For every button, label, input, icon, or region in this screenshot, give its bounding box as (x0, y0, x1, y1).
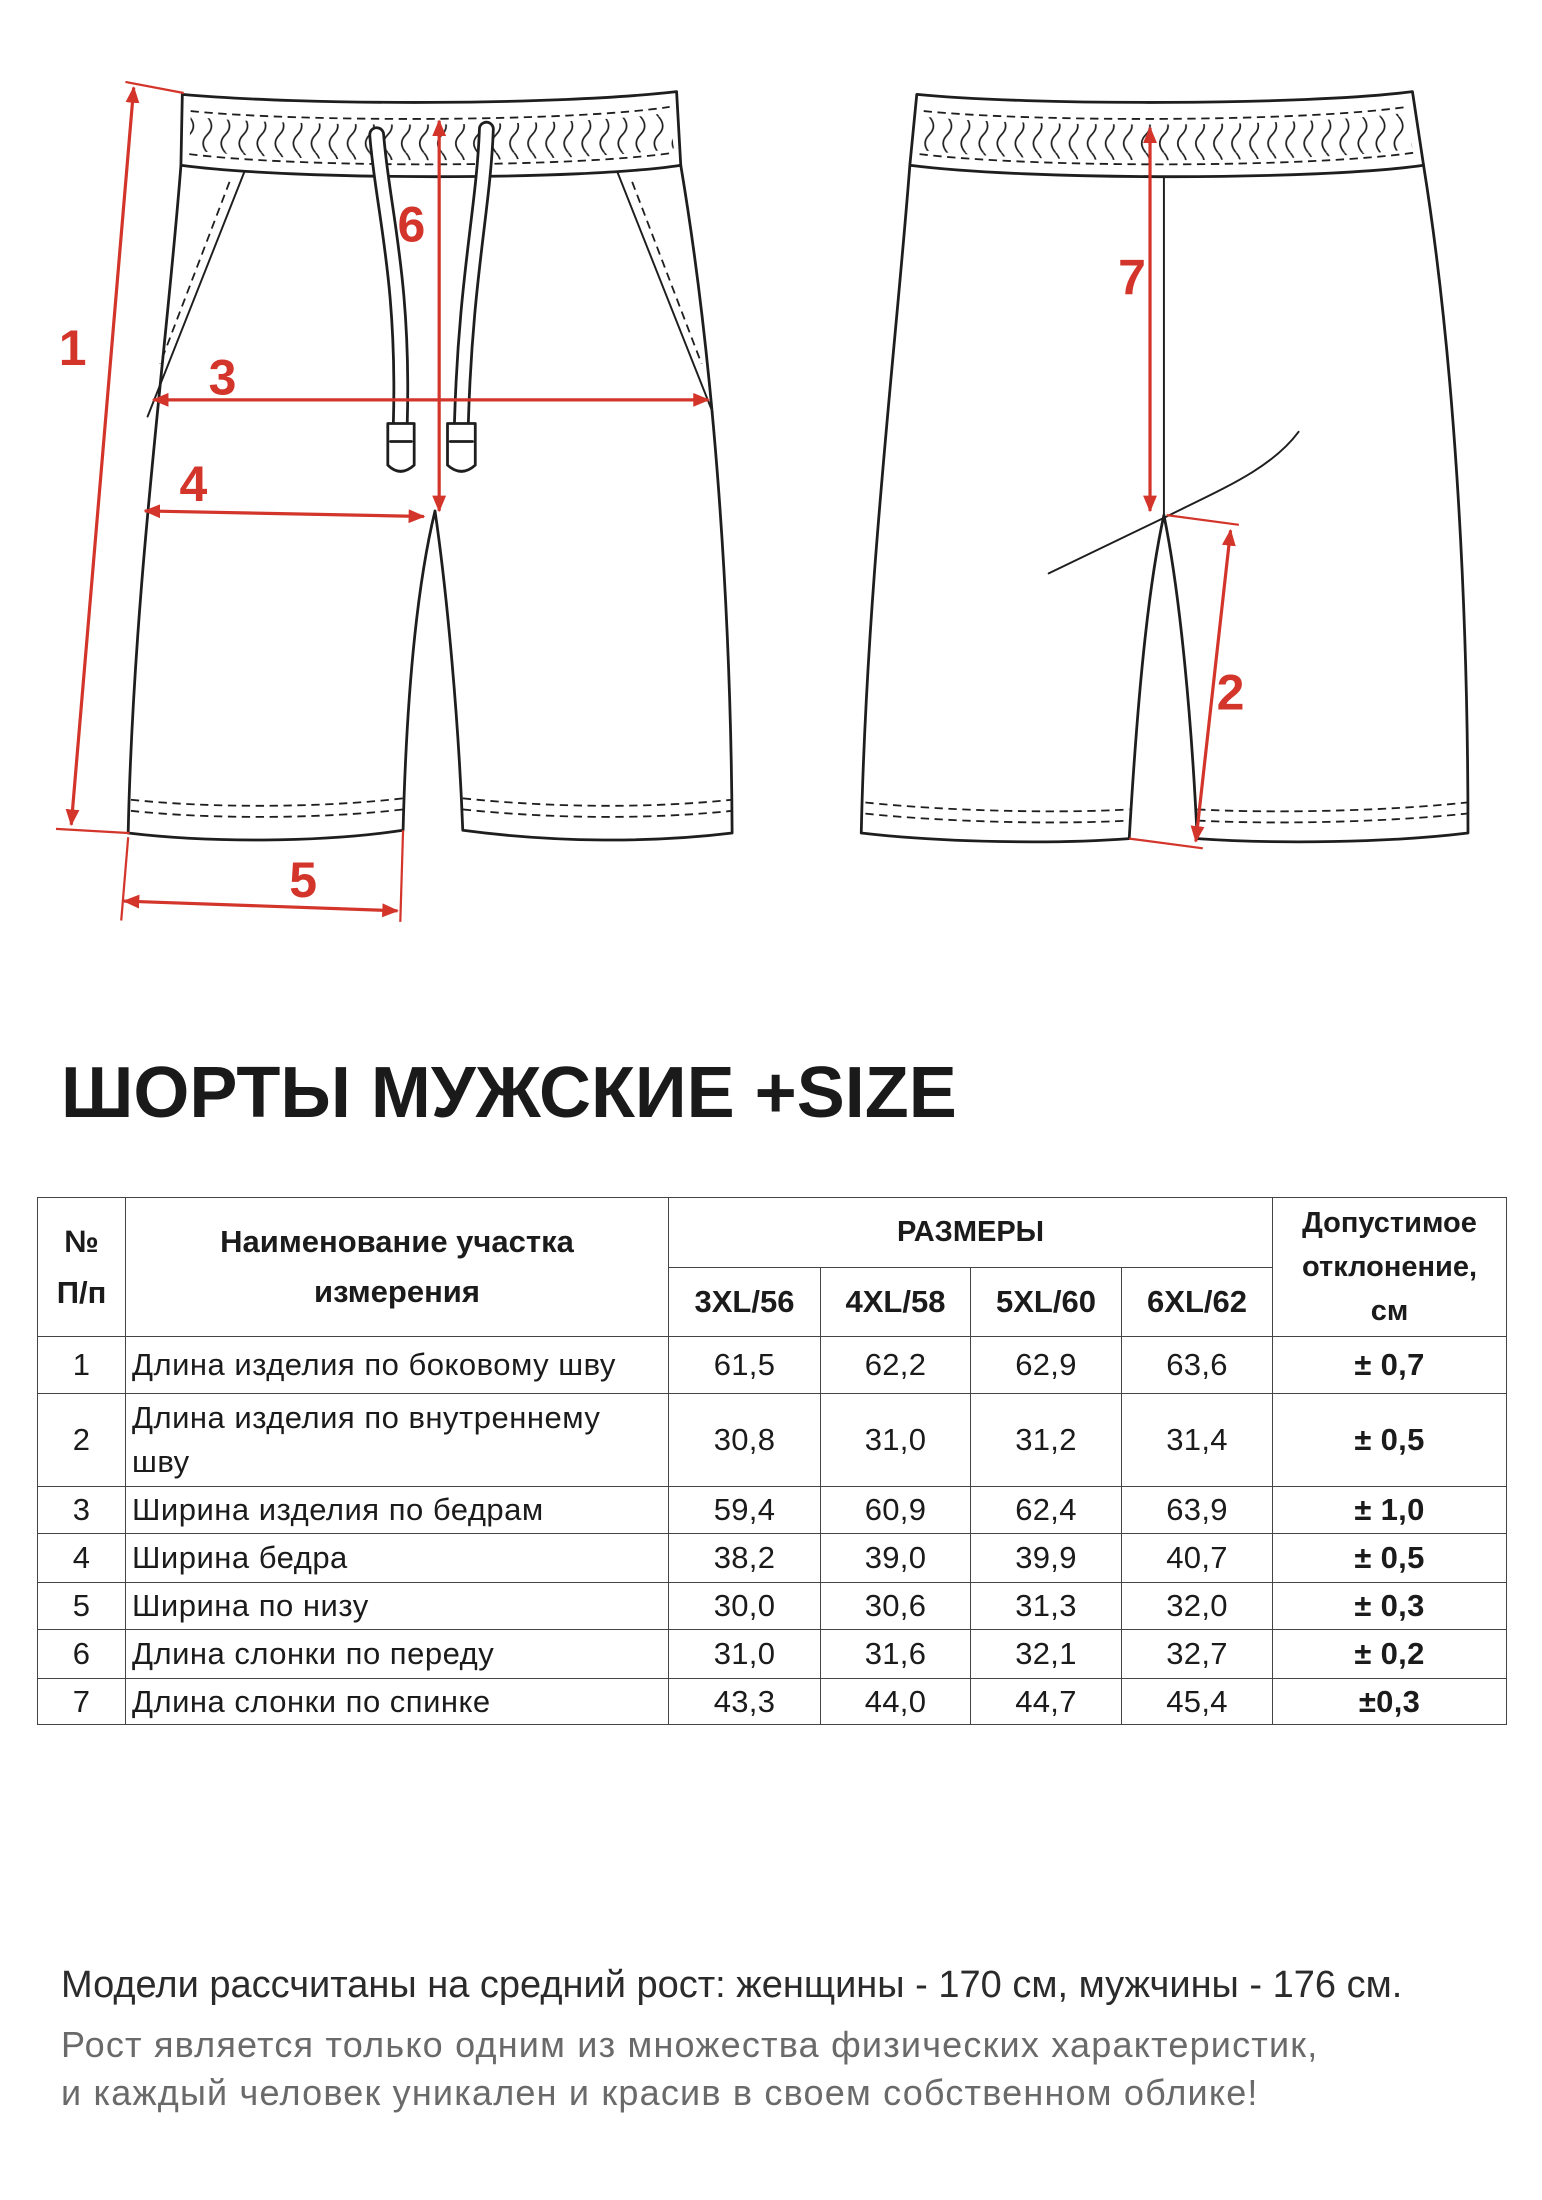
value-5xl: 62,9 (971, 1337, 1122, 1394)
value-5xl: 62,4 (971, 1487, 1122, 1534)
table-row (38, 1394, 1507, 1487)
measurement-arrow-5 (124, 901, 398, 911)
column-header-size-6xl: 6XL/62 (1122, 1268, 1273, 1337)
value-3xl: 30,8 (669, 1394, 821, 1487)
row-number: 6 (38, 1630, 126, 1679)
header-text: № (64, 1224, 99, 1259)
value-3xl: 38,2 (669, 1534, 821, 1583)
measurement-name: Ширина по низу (126, 1583, 669, 1630)
back-shorts (861, 92, 1468, 842)
measurement-name: Длина изделия по боковому шву (126, 1337, 669, 1394)
measurement-name: Ширина изделия по бедрам (126, 1487, 669, 1534)
size-chart-table (37, 1197, 1507, 1725)
column-header-tolerance (1273, 1198, 1507, 1337)
column-group-sizes: РАЗМЕРЫ (669, 1198, 1273, 1268)
column-header-number (38, 1198, 126, 1337)
value-6xl: 31,4 (1122, 1394, 1273, 1487)
table-row (38, 1337, 1507, 1394)
measurement-label-4: 4 (179, 456, 208, 513)
tolerance-value: ±0,3 (1273, 1679, 1507, 1725)
measurement-name: Длина изделия по внутреннему шву (126, 1394, 669, 1487)
header-text: см (1370, 1295, 1409, 1327)
measurement-2-extension-bottom (1129, 839, 1203, 849)
measurement-1-extension-bottom (56, 829, 130, 833)
value-5xl: 32,1 (971, 1630, 1122, 1679)
height-note: Модели рассчитаны на средний рост: женщины - 170 см, мужчины - 176 см. (61, 1964, 1403, 2006)
measurement-name: Длина слонки по спинке (126, 1679, 669, 1725)
measurement-label-6: 6 (397, 196, 426, 253)
table-row (38, 1534, 1507, 1583)
measurement-label-7: 7 (1118, 249, 1146, 306)
tolerance-value: ± 1,0 (1273, 1487, 1507, 1534)
value-4xl: 62,2 (821, 1337, 971, 1394)
column-header-size-4xl: 4XL/58 (821, 1268, 971, 1337)
measurement-label-3: 3 (208, 349, 237, 406)
column-header-name (126, 1198, 669, 1337)
value-6xl: 40,7 (1122, 1534, 1273, 1583)
value-5xl: 44,7 (971, 1679, 1122, 1725)
page-title: ШОРТЫ МУЖСКИЕ +SIZE (61, 1053, 957, 1133)
row-number: 5 (38, 1583, 126, 1630)
table-header-row (38, 1198, 1507, 1268)
header-text: измерения (314, 1274, 480, 1309)
measurement-label-1: 1 (58, 320, 87, 377)
measurement-5-extension-left (121, 837, 128, 920)
tolerance-value: ± 0,3 (1273, 1583, 1507, 1630)
header-text: Наименование участка (220, 1224, 574, 1259)
measurement-5-extension-right (400, 830, 403, 922)
front-drawstring-left-tip (388, 423, 414, 471)
tolerance-value: ± 0,7 (1273, 1337, 1507, 1394)
row-number: 7 (38, 1679, 126, 1725)
value-6xl: 32,0 (1122, 1583, 1273, 1630)
value-6xl: 32,7 (1122, 1630, 1273, 1679)
table-row (38, 1679, 1507, 1725)
value-6xl: 63,9 (1122, 1487, 1273, 1534)
header-text: Допустимое (1302, 1207, 1477, 1239)
front-shorts-body (128, 165, 732, 840)
value-4xl: 39,0 (821, 1534, 971, 1583)
measurement-label-2: 2 (1216, 664, 1245, 721)
table-row (38, 1487, 1507, 1534)
value-6xl: 45,4 (1122, 1679, 1273, 1725)
value-3xl: 30,0 (669, 1583, 821, 1630)
measurement-name: Ширина бедра (126, 1534, 669, 1583)
header-text: отклонение, (1302, 1251, 1478, 1283)
value-4xl: 31,6 (821, 1630, 971, 1679)
measurement-label-5: 5 (289, 851, 318, 908)
value-5xl: 31,3 (971, 1583, 1122, 1630)
value-4xl: 60,9 (821, 1487, 971, 1534)
disclaimer-note (61, 2021, 1318, 2117)
value-4xl: 44,0 (821, 1679, 971, 1725)
value-4xl: 30,6 (821, 1583, 971, 1630)
value-5xl: 31,2 (971, 1394, 1122, 1487)
row-number: 1 (38, 1337, 126, 1394)
tolerance-value: ± 0,5 (1273, 1394, 1507, 1487)
measurement-arrow-1 (71, 87, 133, 824)
column-header-size-3xl: 3XL/56 (669, 1268, 821, 1337)
front-shorts (128, 92, 732, 840)
row-number: 2 (38, 1394, 126, 1487)
measurement-name: Длина слонки по переду (126, 1630, 669, 1679)
value-3xl: 31,0 (669, 1630, 821, 1679)
table-row (38, 1583, 1507, 1630)
shorts-measurement-diagram (0, 0, 1542, 958)
disclaimer-line: и каждый человек уникален и красив в своем собственном облике! (61, 2072, 1259, 2113)
disclaimer-line: Рост является только одним из множества физических характеристик, (61, 2024, 1319, 2065)
value-3xl: 43,3 (669, 1679, 821, 1725)
front-drawstring-right-tip (448, 423, 476, 471)
value-3xl: 59,4 (669, 1487, 821, 1534)
row-number: 3 (38, 1487, 126, 1534)
value-4xl: 31,0 (821, 1394, 971, 1487)
value-3xl: 61,5 (669, 1337, 821, 1394)
value-5xl: 39,9 (971, 1534, 1122, 1583)
table-row (38, 1630, 1507, 1679)
tolerance-value: ± 0,2 (1273, 1630, 1507, 1679)
column-header-size-5xl: 5XL/60 (971, 1268, 1122, 1337)
row-number: 4 (38, 1534, 126, 1583)
value-6xl: 63,6 (1122, 1337, 1273, 1394)
tolerance-value: ± 0,5 (1273, 1534, 1507, 1583)
header-text: П/п (56, 1275, 107, 1310)
